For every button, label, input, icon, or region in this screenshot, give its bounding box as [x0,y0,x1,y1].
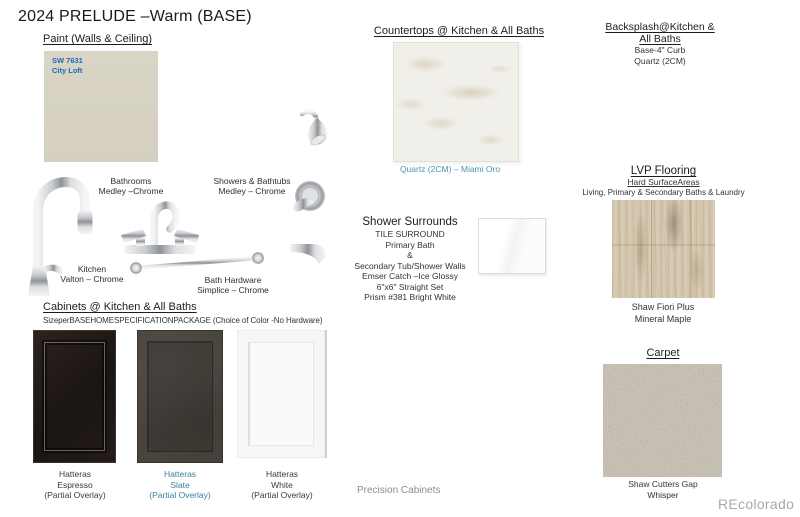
label-line: (Partial Overlay) [149,490,211,500]
backsplash-block [590,21,730,66]
backsplash-heading-line2: All Baths [639,33,681,45]
countertop-caption: Quartz (2CM) – Miami Oro [399,164,501,174]
showers-label [204,176,300,196]
shower-surrounds-line: & [407,250,413,260]
cabinet-door-espresso-panel [44,342,105,451]
kitchen-faucet-label [56,264,128,284]
label-line: (Partial Overlay) [251,490,313,500]
page-title: 2024 PRELUDE –Warm (BASE) [18,8,252,25]
bath-hardware-label [194,275,272,295]
bathrooms-label-line2: Medley –Chrome [98,186,164,196]
kitchen-label-line2: Valton – Chrome [60,274,124,284]
cabinet-label-white [232,469,332,501]
carpet-swatch [603,364,722,477]
paint-name: City Loft [52,65,83,75]
shower-surrounds-line: 6"x6" Straight Set [376,281,444,292]
shower-surrounds-line: Emser Catch –Ice Glossy [362,271,458,281]
lvp-subheading: Hard SurfaceAreas [627,177,700,187]
shower-surrounds-line: Prism #381 Bright White [364,292,456,302]
lvp-caption-line2: Mineral Maple [634,313,692,324]
label-line: Hatteras [265,469,299,479]
cabinets-heading: Cabinets @ Kitchen & All Baths [43,301,197,313]
cabinet-door-white-panel [248,342,314,446]
cabinet-door-white [237,330,327,458]
carpet-caption-line2: Whisper [647,489,679,500]
lvp-caption [613,302,713,325]
label-line: (Partial Overlay) [44,490,106,500]
shower-surrounds-line: Secondary Tub/Shower Walls [354,260,466,271]
shower-surrounds-heading: Shower Surrounds [362,216,458,228]
showers-label-line2: Medley – Chrome [218,186,286,196]
shower-surrounds-block [340,216,480,303]
lvp-heading: LVP Flooring [630,165,697,177]
cabinets-subheading: SizeperBASEHOMESPECIFICATIONPACKAGE (Choice of Color -No Hardware) [43,316,323,325]
backsplash-heading-line1: Backsplash@Kitchen & [605,21,715,33]
quartz-countertop-swatch [393,42,519,162]
carpet-heading: Carpet [646,347,680,359]
carpet-texture [603,364,722,477]
backsplash-detail-line1: Base-4" Curb [634,45,686,55]
label-line: Hatteras [163,469,197,479]
bathrooms-faucet-label [91,176,171,196]
countertops-heading: Countertops @ Kitchen & All Baths [373,25,545,37]
shower-surrounds-line: Primary Bath [385,239,435,250]
backsplash-detail-line2: Quartz (2CM) [634,55,686,66]
kitchen-label-line1: Kitchen [77,264,107,274]
paint-swatch-label [52,56,83,75]
carpet-caption [613,479,713,500]
recolorado-watermark: REcolorado [718,496,795,512]
paint-code: SW 7631 [52,56,83,65]
hardware-label-line2: Simplice – Chrome [197,285,269,295]
cabinet-door-espresso [33,330,116,463]
carpet-caption-line1: Shaw Cutters Gap [628,479,698,489]
vendor-note: Precision Cabinets [357,485,441,496]
label-line: Hatteras [58,469,92,479]
shower-surrounds-line: TILE SURROUND [375,229,445,239]
cabinet-label-espresso [25,469,125,501]
cabinet-label-slate [130,469,230,501]
cabinet-door-slate-panel [147,341,213,452]
hardware-label-line1: Bath Hardware [204,275,262,285]
label-line: Espresso [57,479,93,490]
label-line: White [271,479,293,490]
lvp-caption-line1: Shaw Fiori Plus [631,302,695,312]
paint-swatch [44,51,158,162]
bathrooms-label-line1: Bathrooms [110,176,152,186]
cabinet-door-slate [137,330,223,463]
paint-heading: Paint (Walls & Ceiling) [43,33,153,45]
showers-label-line1: Showers & Bathtubs [213,176,291,186]
lvp-flooring-swatch [612,200,715,298]
label-line: Slate [170,479,190,490]
lvp-areas: Living, Primary & Secondary Baths & Laundry [582,187,745,197]
lvp-block [576,165,751,197]
shower-tile-swatch [478,218,546,274]
